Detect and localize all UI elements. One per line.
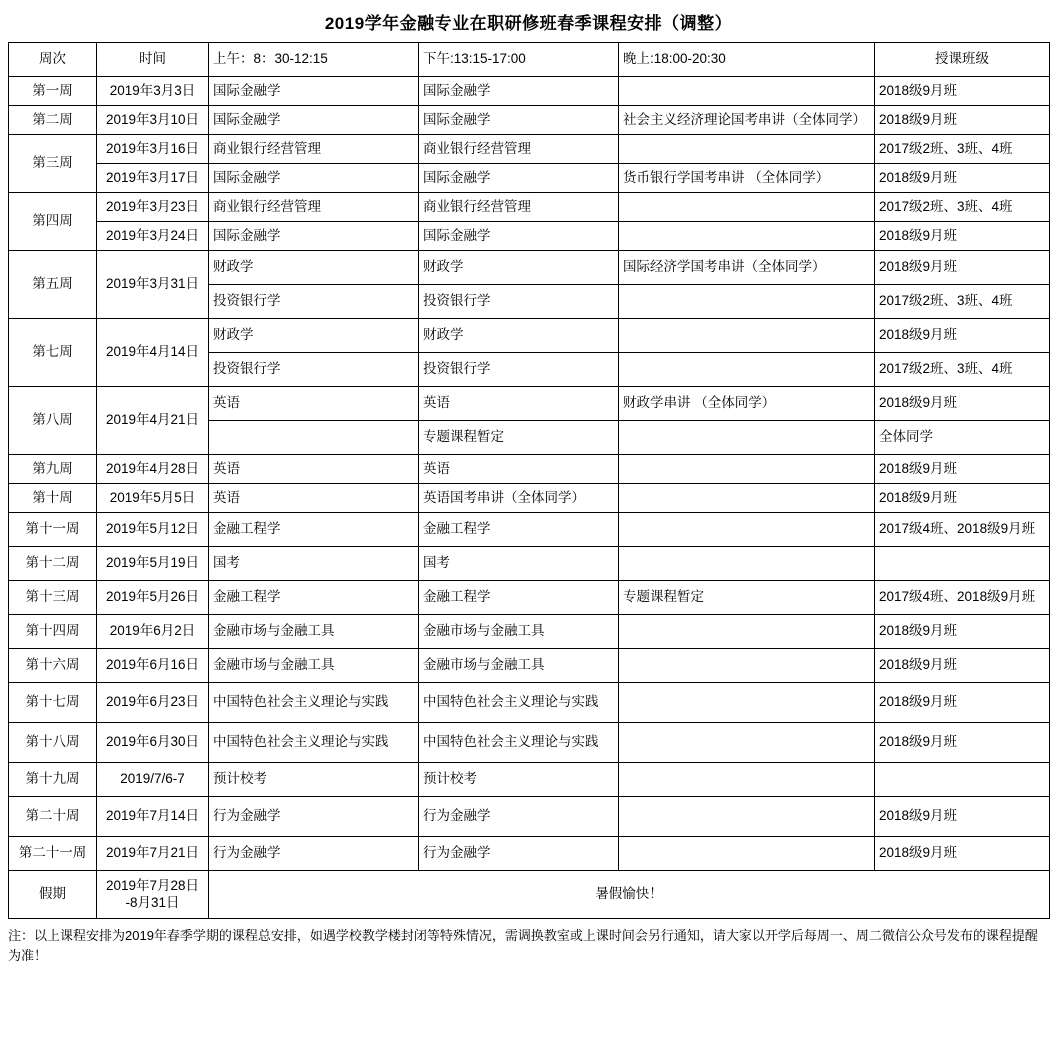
cell-classes: 2017级2班、3班、4班 [875,193,1050,222]
cell-classes: 2017级2班、3班、4班 [875,135,1050,164]
cell-classes: 2018级9月班 [875,484,1050,513]
cell-week: 第十九周 [9,763,97,797]
cell-evening [619,77,875,106]
cell-afternoon: 国际金融学 [419,77,619,106]
cell-evening: 国际经济学国考串讲（全体同学） [619,251,875,285]
cell-date: 2019年6月16日 [97,649,209,683]
cell-morning: 投资银行学 [209,353,419,387]
holiday-date-line1: 2019年7月28日 [105,877,200,893]
cell-evening [619,837,875,871]
table-row [9,319,1050,353]
cell-classes: 2018级9月班 [875,319,1050,353]
cell-classes: 2018级9月班 [875,615,1050,649]
cell-date: 2019年3月24日 [97,222,209,251]
cell-date: 2019年7月14日 [97,797,209,837]
cell-morning: 国际金融学 [209,164,419,193]
cell-morning: 英语 [209,455,419,484]
cell-afternoon: 行为金融学 [419,837,619,871]
cell-evening [619,797,875,837]
cell-afternoon: 商业银行经营管理 [419,193,619,222]
cell-morning: 投资银行学 [209,285,419,319]
cell-week: 第七周 [9,319,97,387]
cell-date: 2019年5月12日 [97,513,209,547]
course-schedule-table [8,42,1050,919]
cell-evening [619,763,875,797]
cell-week: 第五周 [9,251,97,319]
cell-week: 第十二周 [9,547,97,581]
table-row [9,797,1050,837]
table-body [9,77,1050,919]
cell-week: 第十七周 [9,683,97,723]
table-row [9,513,1050,547]
table-row [9,222,1050,251]
cell-evening [619,353,875,387]
cell-week: 第二十周 [9,797,97,837]
cell-evening [619,455,875,484]
cell-week: 第十四周 [9,615,97,649]
cell-classes: 2018级9月班 [875,649,1050,683]
table-row [9,387,1050,421]
cell-evening: 货币银行学国考串讲 （全体同学） [619,164,875,193]
cell-afternoon: 中国特色社会主义理论与实践 [419,723,619,763]
cell-morning: 国考 [209,547,419,581]
cell-date: 2019年3月31日 [97,251,209,319]
table-row [9,547,1050,581]
cell-week: 第十周 [9,484,97,513]
cell-date: 2019年3月17日 [97,164,209,193]
cell-week: 第三周 [9,135,97,193]
cell-evening: 专题课程暂定 [619,581,875,615]
table-row [9,77,1050,106]
cell-week: 第十八周 [9,723,97,763]
cell-week: 第二十一周 [9,837,97,871]
holiday-date [97,871,209,919]
cell-week: 第一周 [9,77,97,106]
cell-afternoon: 财政学 [419,319,619,353]
cell-classes: 2018级9月班 [875,164,1050,193]
cell-morning [209,421,419,455]
cell-morning: 行为金融学 [209,797,419,837]
header-afternoon: 下午:13:15-17:00 [419,43,619,77]
cell-date: 2019年5月19日 [97,547,209,581]
cell-date: 2019年4月28日 [97,455,209,484]
cell-afternoon: 行为金融学 [419,797,619,837]
cell-classes: 2018级9月班 [875,77,1050,106]
cell-afternoon: 财政学 [419,251,619,285]
header-week: 周次 [9,43,97,77]
cell-afternoon: 金融市场与金融工具 [419,649,619,683]
cell-afternoon: 英语 [419,455,619,484]
cell-afternoon: 国际金融学 [419,164,619,193]
header-date: 时间 [97,43,209,77]
cell-morning: 行为金融学 [209,837,419,871]
holiday-date-line2: -8月31日 [125,894,180,910]
table-row [9,723,1050,763]
cell-week: 第九周 [9,455,97,484]
cell-morning: 国际金融学 [209,222,419,251]
cell-date: 2019年3月10日 [97,106,209,135]
cell-date: 2019年4月14日 [97,319,209,387]
cell-morning: 国际金融学 [209,106,419,135]
cell-evening [619,222,875,251]
cell-morning: 商业银行经营管理 [209,193,419,222]
table-row [9,106,1050,135]
header-morning: 上午：8：30-12:15 [209,43,419,77]
table-row [9,615,1050,649]
page-title: 2019学年金融专业在职研修班春季课程安排（调整） [324,14,733,33]
table-row [9,251,1050,285]
cell-evening [619,615,875,649]
cell-evening [619,649,875,683]
cell-classes: 2018级9月班 [875,837,1050,871]
table-row [9,763,1050,797]
holiday-message: 暑假愉快！ [209,871,1050,919]
cell-morning: 商业银行经营管理 [209,135,419,164]
cell-evening [619,683,875,723]
cell-classes [875,547,1050,581]
cell-week: 第八周 [9,387,97,455]
cell-date: 2019年6月2日 [97,615,209,649]
footer-note: 注：以上课程安排为2019年春季学期的课程总安排，如遇学校教学楼封闭等特殊情况，需调换教室或上课时间会另行通知，请大家以开学后每周一、周二微信公众号发布的课程提醒为准！ [8,928,1038,963]
cell-evening [619,421,875,455]
cell-evening [619,484,875,513]
cell-afternoon: 投资银行学 [419,285,619,319]
cell-classes: 2018级9月班 [875,251,1050,285]
cell-afternoon: 金融工程学 [419,581,619,615]
cell-afternoon: 金融市场与金融工具 [419,615,619,649]
cell-classes: 2018级9月班 [875,723,1050,763]
cell-morning: 财政学 [209,319,419,353]
cell-classes: 2018级9月班 [875,387,1050,421]
table-row [9,455,1050,484]
cell-date: 2019年3月16日 [97,135,209,164]
cell-date: 2019年6月23日 [97,683,209,723]
cell-afternoon: 英语 [419,387,619,421]
table-header [9,43,1050,77]
cell-morning: 英语 [209,387,419,421]
table-row [9,484,1050,513]
cell-classes: 2018级9月班 [875,455,1050,484]
cell-morning: 金融市场与金融工具 [209,649,419,683]
cell-week: 第十六周 [9,649,97,683]
table-row [9,164,1050,193]
holiday-label: 假期 [9,871,97,919]
cell-afternoon: 商业银行经营管理 [419,135,619,164]
cell-classes: 2018级9月班 [875,106,1050,135]
header-classes: 授课班级 [875,43,1050,77]
cell-morning: 中国特色社会主义理论与实践 [209,723,419,763]
cell-week: 第十一周 [9,513,97,547]
cell-classes: 2017级4班、2018级9月班 [875,513,1050,547]
cell-classes: 2018级9月班 [875,683,1050,723]
table-row [9,649,1050,683]
cell-evening [619,513,875,547]
cell-morning: 中国特色社会主义理论与实践 [209,683,419,723]
cell-afternoon: 中国特色社会主义理论与实践 [419,683,619,723]
cell-evening: 财政学串讲 （全体同学） [619,387,875,421]
cell-classes: 2018级9月班 [875,797,1050,837]
cell-classes: 全体同学 [875,421,1050,455]
cell-date: 2019年5月5日 [97,484,209,513]
cell-date: 2019年3月23日 [97,193,209,222]
cell-classes: 2017级2班、3班、4班 [875,285,1050,319]
cell-afternoon: 国际金融学 [419,106,619,135]
table-row [9,193,1050,222]
cell-classes: 2018级9月班 [875,222,1050,251]
header-evening: 晚上:18:00-20:30 [619,43,875,77]
table-header-row [9,43,1050,77]
holiday-row [9,871,1050,919]
table-row [9,683,1050,723]
cell-evening [619,723,875,763]
cell-week: 第四周 [9,193,97,251]
cell-date: 2019年4月21日 [97,387,209,455]
cell-morning: 金融市场与金融工具 [209,615,419,649]
cell-evening: 社会主义经济理论国考串讲（全体同学） [619,106,875,135]
table-row [9,837,1050,871]
cell-date: 2019年3月3日 [97,77,209,106]
cell-morning: 英语 [209,484,419,513]
cell-classes [875,763,1050,797]
cell-date: 2019年7月21日 [97,837,209,871]
cell-classes: 2017级4班、2018级9月班 [875,581,1050,615]
cell-date: 2019年5月26日 [97,581,209,615]
cell-evening [619,135,875,164]
cell-morning: 预计校考 [209,763,419,797]
cell-morning: 财政学 [209,251,419,285]
cell-date: 2019年6月30日 [97,723,209,763]
cell-week: 第二周 [9,106,97,135]
table-row [9,581,1050,615]
cell-afternoon: 预计校考 [419,763,619,797]
cell-evening [619,193,875,222]
cell-evening [619,319,875,353]
cell-evening [619,285,875,319]
cell-afternoon: 国考 [419,547,619,581]
cell-classes: 2017级2班、3班、4班 [875,353,1050,387]
cell-morning: 国际金融学 [209,77,419,106]
cell-morning: 金融工程学 [209,513,419,547]
cell-date: 2019/7/6-7 [97,763,209,797]
cell-afternoon: 投资银行学 [419,353,619,387]
cell-evening [619,547,875,581]
cell-afternoon: 专题课程暂定 [419,421,619,455]
cell-afternoon: 金融工程学 [419,513,619,547]
cell-morning: 金融工程学 [209,581,419,615]
cell-afternoon: 英语国考串讲（全体同学） [419,484,619,513]
cell-week: 第十三周 [9,581,97,615]
table-row [9,135,1050,164]
cell-afternoon: 国际金融学 [419,222,619,251]
